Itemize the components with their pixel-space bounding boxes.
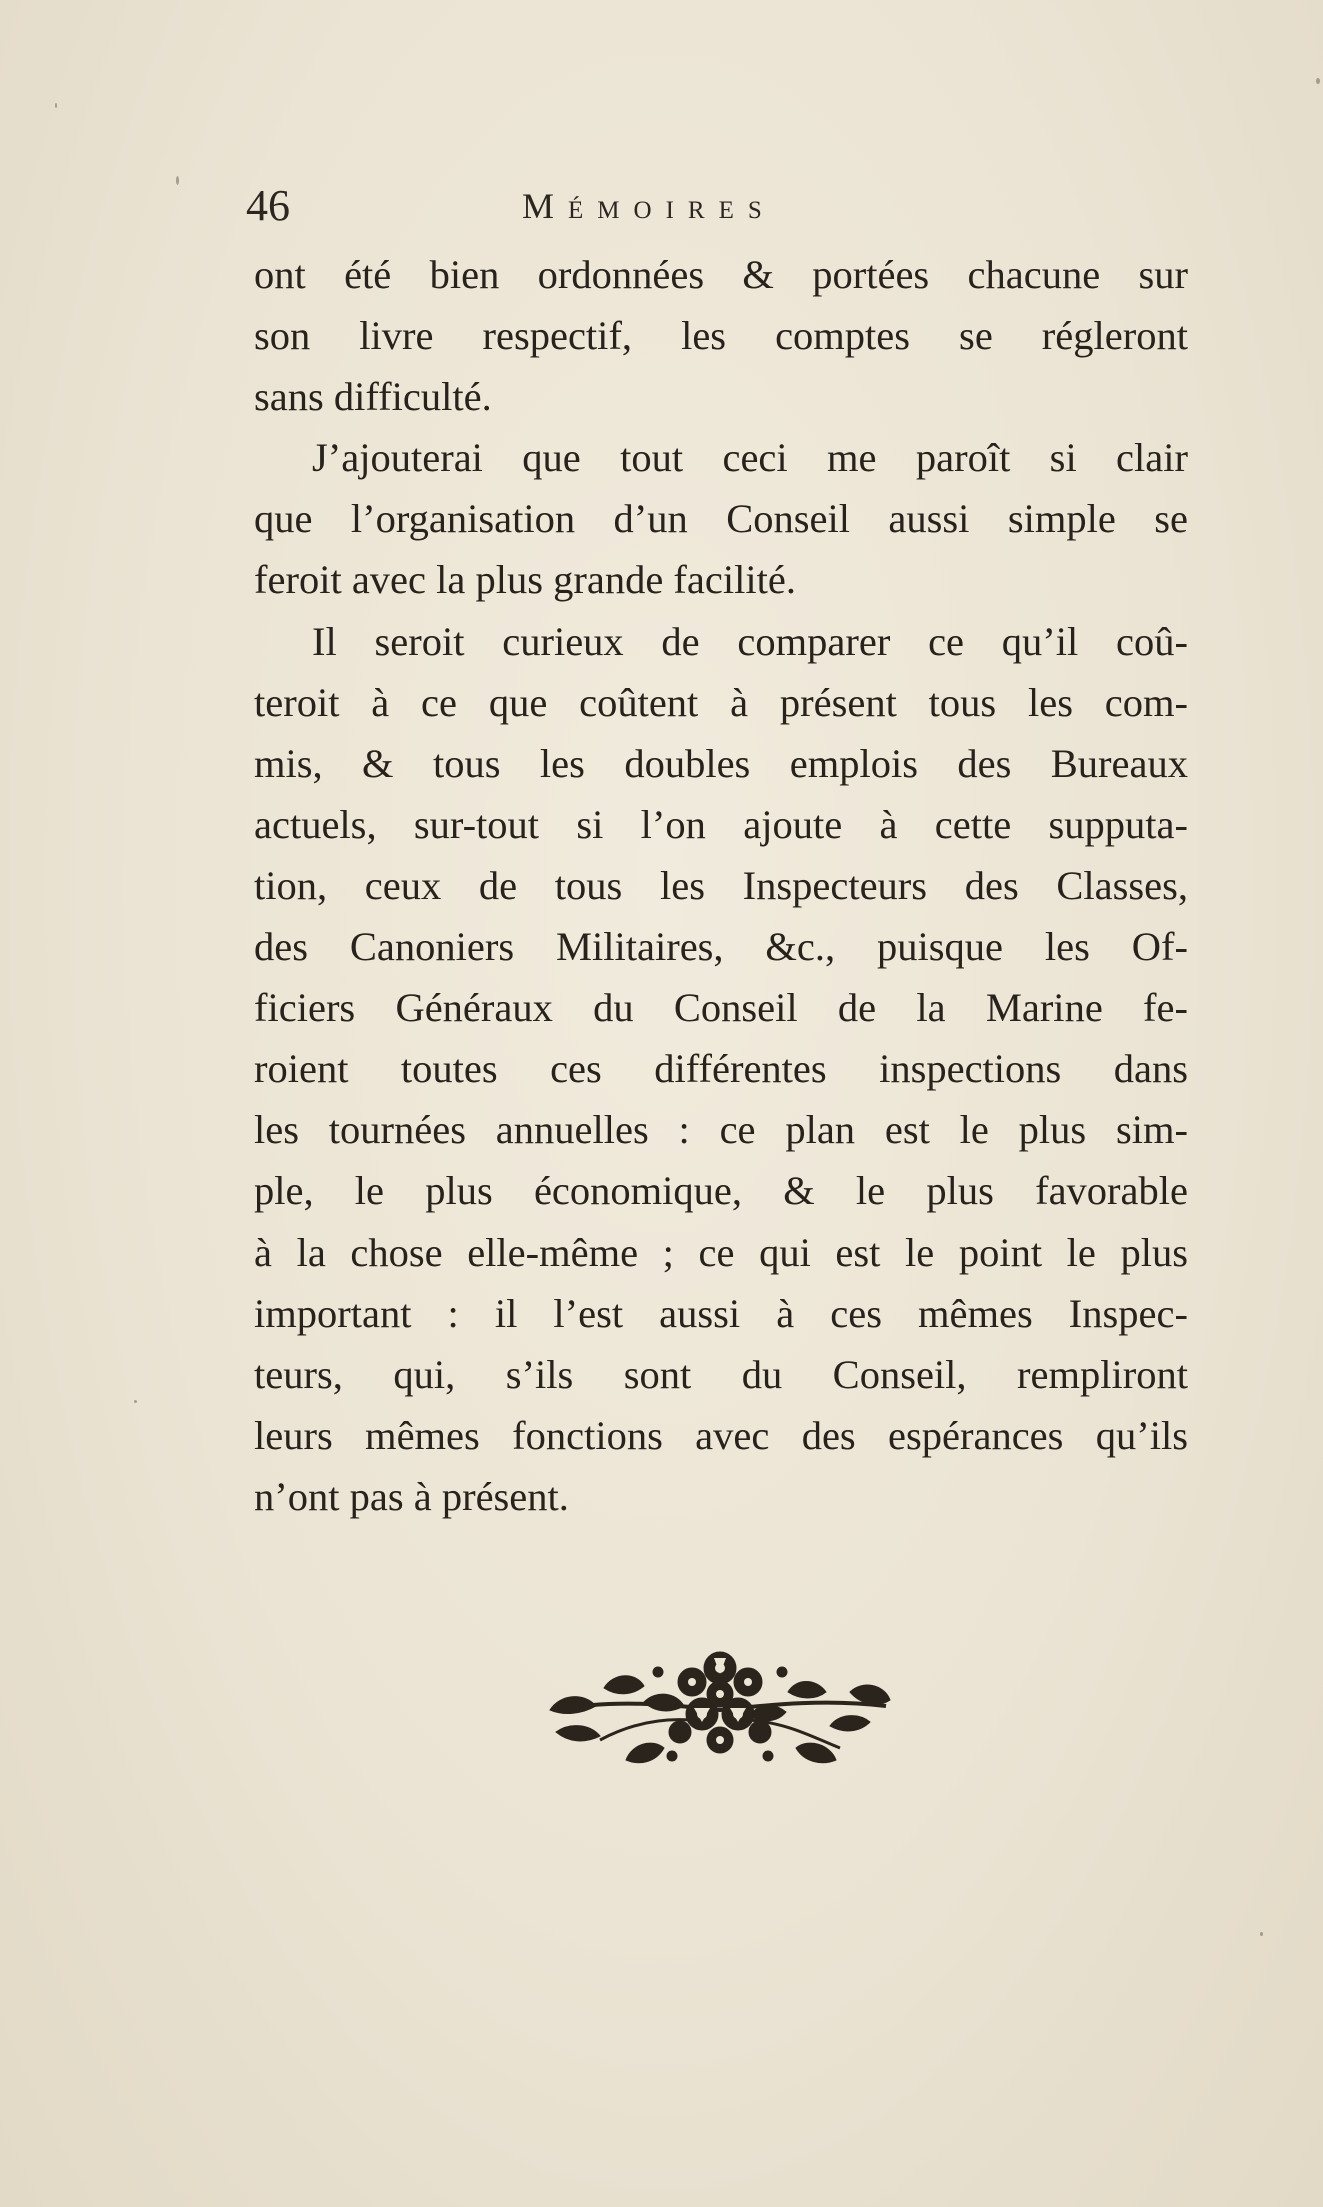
paper-speck xyxy=(55,103,57,108)
text-line: les tournées annuelles : ce plan est le plus sim- xyxy=(254,1107,1188,1153)
text-line: sans difficulté. xyxy=(254,374,492,420)
text-line: mis, & tous les doubles emplois des Bureaux xyxy=(254,740,1188,786)
floral-tailpiece-icon xyxy=(540,1628,900,1776)
text-line: ont été bien ordonnées & portées chacune sur xyxy=(254,252,1188,297)
page-number: 46 xyxy=(246,181,290,230)
text-line: que l’organisation d’un Conseil aussi simple se xyxy=(254,496,1188,542)
text-line: à la chose elle-même ; ce qui est le point le plus xyxy=(254,1229,1188,1275)
text-line: roient toutes ces différentes inspections dans xyxy=(254,1046,1188,1092)
paper-speck xyxy=(1316,78,1320,84)
paper-speck xyxy=(176,176,179,185)
running-title: Mémoires xyxy=(522,186,776,226)
text-line: important : il l’est aussi à ces mêmes Inspec- xyxy=(254,1290,1188,1336)
text-line: tion, ceux de tous les Inspecteurs des Classes, xyxy=(254,862,1188,908)
text-line: teurs, qui, s’ils sont du Conseil, rempliront xyxy=(254,1351,1188,1397)
text-line: actuels, sur-tout si l’on ajoute à cette supputa- xyxy=(254,801,1188,847)
text-line: n’ont pas à présent. xyxy=(254,1473,569,1519)
text-line: son livre respectif, les comptes se régleront xyxy=(254,313,1188,359)
text-line: leurs mêmes fonctions avec des espérances qu’ils xyxy=(254,1412,1188,1458)
text-line: ficiers Généraux du Conseil de la Marine fe- xyxy=(254,985,1188,1031)
text-line: J’ajouterai que tout ceci me paroît si clair xyxy=(312,435,1188,481)
text-line: ple, le plus économique, & le plus favorable xyxy=(254,1168,1188,1214)
text-line: feroit avec la plus grande facilité. xyxy=(254,557,796,603)
text-line: des Canoniers Militaires, &c., puisque les Of- xyxy=(254,924,1188,970)
paper-speck xyxy=(134,1400,137,1403)
text-line: teroit à ce que coûtent à présent tous les com- xyxy=(254,679,1188,725)
text-line: Il seroit curieux de comparer ce qu’il coû- xyxy=(312,618,1188,664)
body-text xyxy=(254,244,1188,1527)
running-head xyxy=(246,178,986,234)
paper-speck xyxy=(1260,1932,1263,1936)
